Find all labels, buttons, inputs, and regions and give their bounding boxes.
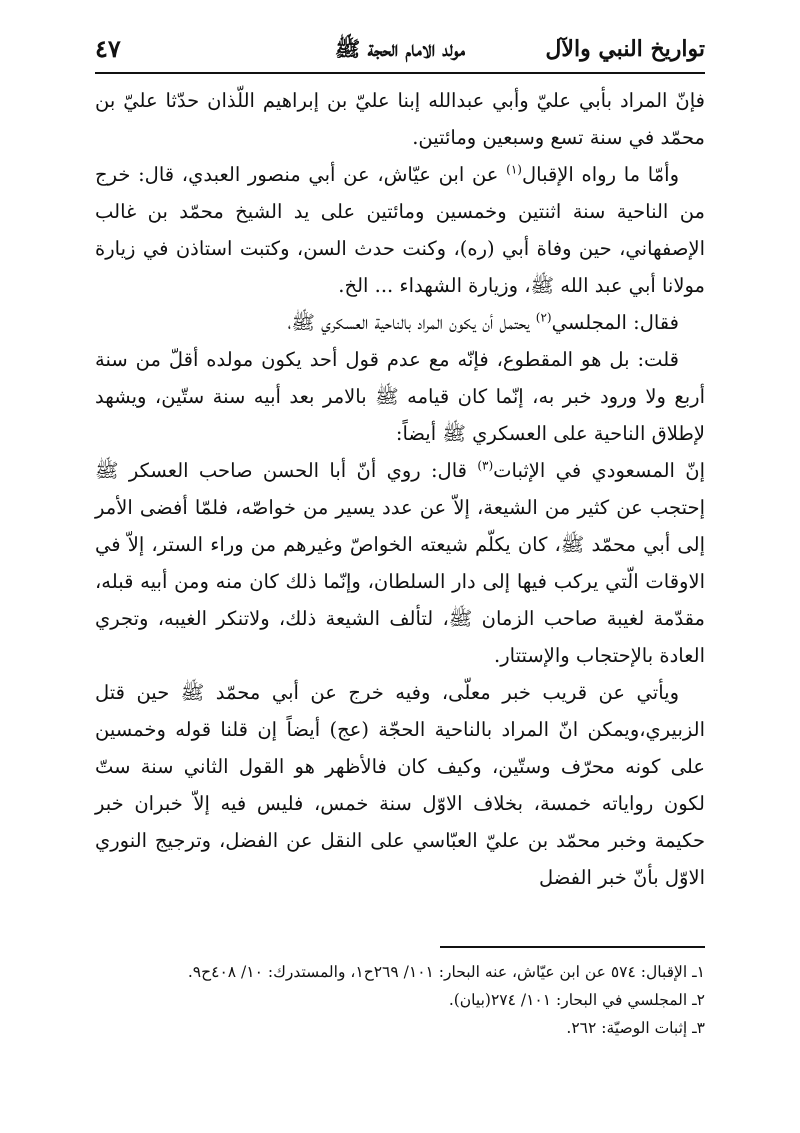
footnote-divider <box>440 946 705 948</box>
paragraph-5: إنّ المسعودي في الإثبات$^{(٣)}$ قال: روي أنّ أبا الحسن صاحب العسكر ﷺ إحتجب عن كثير من الشيعة، إلاّ عن عدد يسير من خواصّه، فلمّا أفضى الأمر إلى أبي محمّد ﷺ، كان يكلّم شيعته الخواصّ وغيرهم من وراء الستر، إلاّ في الاوقات الّتي يركب فيها إلى دار السلطان، وإنّما ذلك كان منه ومن أبيه قبله، مقدّمة لغيبة صاحب الزمان ﷺ، لتألف الشيعة ذلك، ولاتنكر الغيبه، وتجري العادة بالإحتجاب والإستتار. <box>95 458 706 667</box>
header-divider <box>95 72 705 74</box>
body-text <box>95 82 705 896</box>
footnote-2: ٢ـ المجلسي في البحار: ١٠١/ ٢٧٤(بيان). <box>448 991 705 1009</box>
footnote-ref-2: (٢) <box>535 310 552 325</box>
paragraph-3: فقال: المجلسي$^{(٢)}$ يحتمل أن يكون المراد بالناحية العسكري ﷺ، <box>287 310 679 334</box>
footnotes <box>95 958 705 1042</box>
chapter-title: مولد الامام الحجة ﷺ <box>334 36 466 61</box>
page-number: ٤٧ <box>95 34 121 63</box>
paragraph-1: فإنّ المراد بأبي عليّ وأبي عبدالله إبنا عليّ بن إبراهيم اللّذان حدّثا عليّ بن محمّد في سنة تسع وسبعين ومائتين. <box>95 89 705 149</box>
footnote-ref-1: (١) <box>506 162 522 177</box>
paragraph-2: وأمّا ما رواه الإقبال$^{(١)}$ عن ابن عيّاش، عن أبي منصور العبدي، قال: خرج من الناحية سنة اثنتين وخمسين ومائتين على يد الشيخ محمّد بن غالب الإصفهاني، حين وفاة أبي (ره)، وكنت حدث السن، وكتبت استاذن في زيارة مولانا أبي عبد الله ﷺ، وزيارة الشهداء ... الخ. <box>95 162 705 297</box>
book-title: تواريخ النبي والآل <box>545 36 705 62</box>
paragraph-4: قلت: بل هو المقطوع، فإنّه مع عدم قول أحد يكون مولده أقلّ من سنة أربع ولا ورود خبر به، إنّما كان قيامه ﷺ بالامر بعد أبيه سنة ستّين، ويشهد لإطلاق الناحية على العسكري ﷺ أيضاً: <box>95 348 705 445</box>
page-header <box>95 32 705 72</box>
footnote-3: ٣ـ إثبات الوصيّة: ٢٦٢. <box>566 1019 705 1037</box>
paragraph-6: ويأتي عن قريب خبر معلّى، وفيه خرج عن أبي محمّد ﷺ حين قتل الزبيري،ويمكن انّ المراد بالناحية الحجّة (عج) أيضاً إن قلنا قوله وخمسين على كونه محرّف وستّين، وكيف كان فالأظهر هو القول الثاني سنة ستّ لكون رواياته خمسة، بخلاف الاوّل سنة خمس، فليس فيه إلاّ خبران خبر حكيمة وخبر محمّد بن عليّ العبّاسي على النقل عن الفضل، وترجيج النوري الاوّل بأنّ خبر الفضل <box>95 681 705 889</box>
footnote-ref-3: (٣) <box>477 458 494 473</box>
footnote-1: ١ـ الإقبال: ٥٧٤ عن ابن عيّاش، عنه البحار: ١٠١/ ٢٦٩ح١، والمستدرك: ١٠/ ٤٠٨ح٩. <box>187 963 705 981</box>
